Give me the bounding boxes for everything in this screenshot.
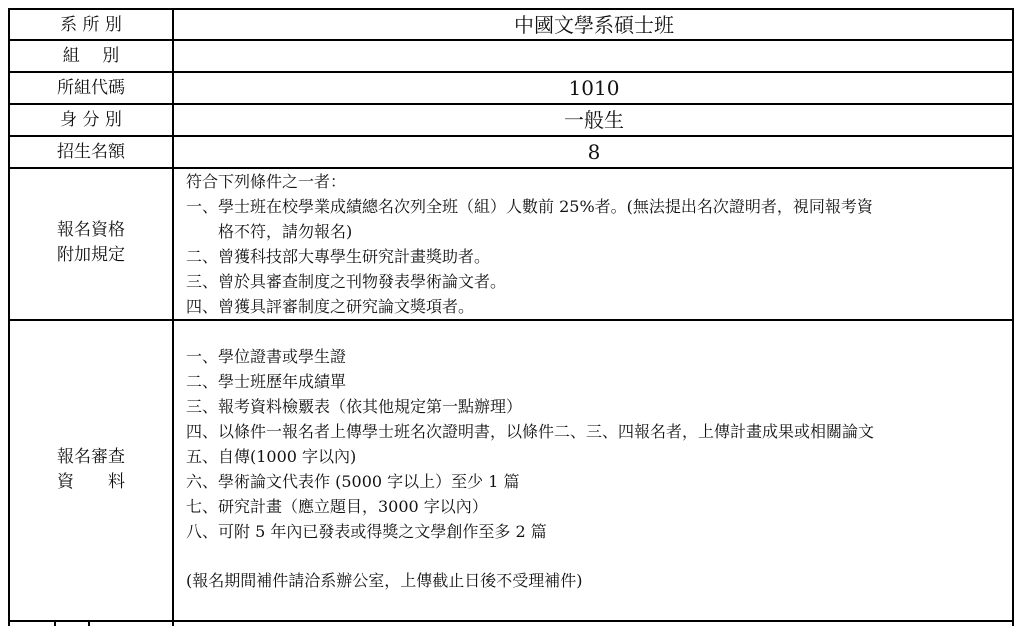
department-label: 系 所 別 xyxy=(60,15,122,35)
documents-label-line1: 報名審查 xyxy=(57,447,125,467)
row-divider xyxy=(8,103,1014,105)
documents-line: 二、學士班歷年成績單 xyxy=(186,372,347,391)
column-divider xyxy=(88,620,90,626)
documents-note: (報名期間補件請洽系辦公室，上傳截止日後不受理補件) xyxy=(186,571,583,590)
documents-line: 三、報考資料檢覈表（依其他規定第一點辦理） xyxy=(186,397,523,416)
quota-value: 8 xyxy=(587,140,601,164)
documents-line: 六、學術論文代表作 (5000 字以上）至少 1 篇 xyxy=(186,472,520,491)
row-divider xyxy=(8,319,1014,321)
eligibility-line: 一、學士班在校學業成績總名次列全班（組）人數前 25%者。(無法提出名次證明者，視同報考資 xyxy=(186,197,873,216)
eligibility-label-line1: 報名資格 xyxy=(57,220,125,240)
documents-line: 四、以條件一報名者上傳學士班名次證明書，以條件二、三、四報名者，上傳計畫成果或相關論文 xyxy=(186,422,875,441)
documents-line: 一、學位證書或學生證 xyxy=(186,347,347,366)
column-divider xyxy=(172,8,174,626)
table-border-right xyxy=(1012,8,1014,626)
documents-line: 五、自傳(1000 字以內) xyxy=(186,447,357,466)
eligibility-line: 三、曾於具審查制度之刊物發表學術論文者。 xyxy=(186,272,507,291)
column-divider xyxy=(54,620,56,626)
table-border-top xyxy=(8,8,1014,10)
department-value: 中國文學系碩士班 xyxy=(514,13,674,37)
eligibility-line: 格不符，請勿報名) xyxy=(186,222,353,241)
status-value: 一般生 xyxy=(564,108,624,132)
group-label: 組 別 xyxy=(62,46,120,66)
status-label: 身 分 別 xyxy=(60,110,122,130)
code-label: 所組代碼 xyxy=(57,78,125,98)
row-divider xyxy=(8,620,1014,622)
row-divider xyxy=(8,71,1014,73)
documents-label-line2: 資 料 xyxy=(57,472,125,492)
row-divider xyxy=(8,167,1014,169)
documents-line: 八、可附 5 年內已發表或得獎之文學創作至多 2 篇 xyxy=(186,522,547,541)
quota-label: 招生名額 xyxy=(57,142,125,162)
eligibility-line: 符合下列條件之一者： xyxy=(186,172,347,191)
row-divider xyxy=(8,39,1014,41)
documents-line: 七、研究計畫（應立題目，3000 字以內） xyxy=(186,497,488,516)
row-divider xyxy=(8,135,1014,137)
eligibility-label-line2: 附加規定 xyxy=(57,245,125,265)
eligibility-line: 二、曾獲科技部大專學生研究計畫獎助者。 xyxy=(186,247,491,266)
code-value: 1010 xyxy=(568,76,620,100)
eligibility-line: 四、曾獲具評審制度之研究論文獎項者。 xyxy=(186,297,475,316)
